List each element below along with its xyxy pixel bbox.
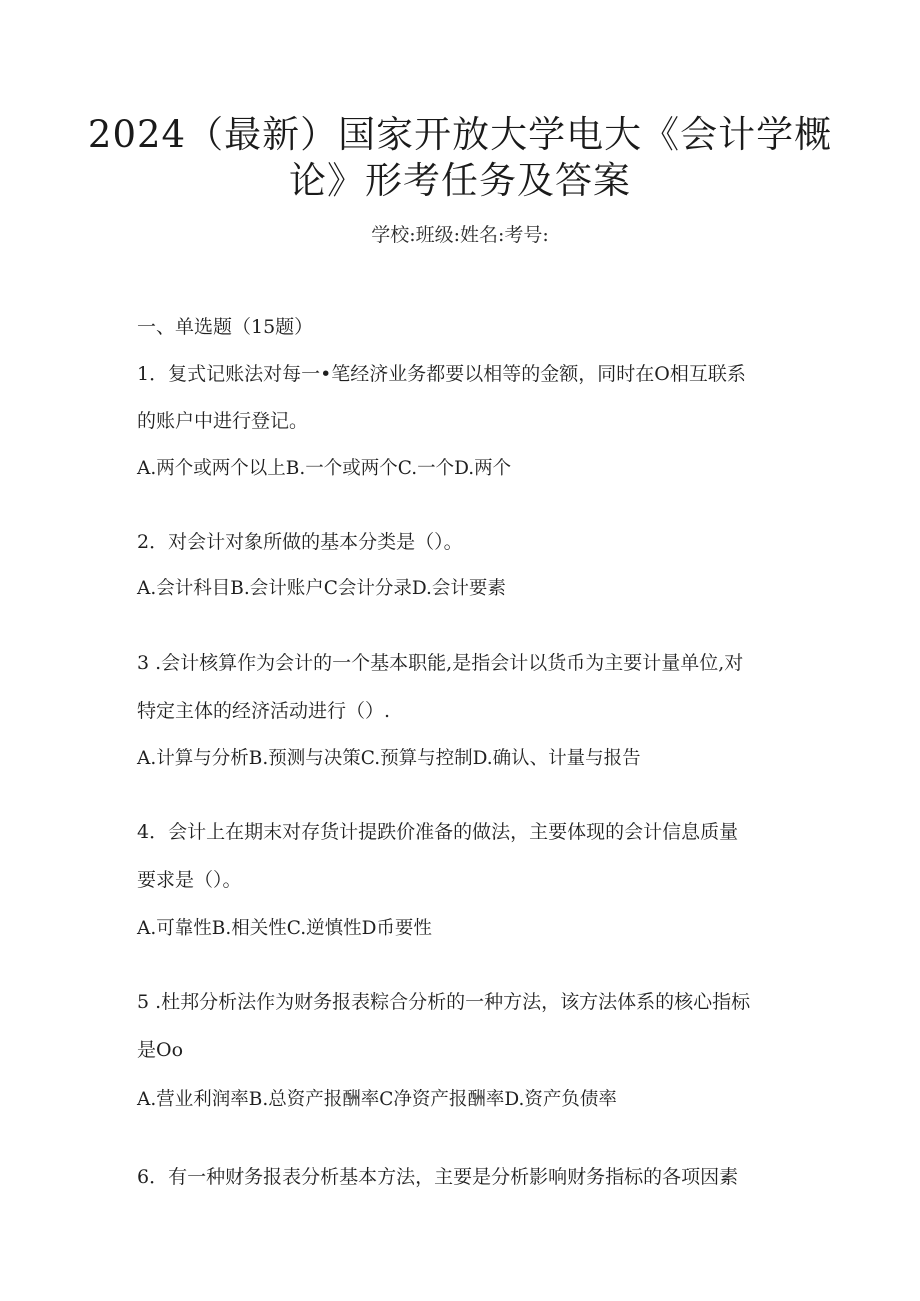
question-1-line-1: 1．复式记账法对每一•笔经济业务都要以相等的金额，同时在O相互联系 (137, 363, 746, 385)
question-5-line-2: 是Oo (137, 1039, 184, 1061)
question-4-line-2: 要求是（）。 (137, 869, 242, 891)
question-5-line-1: 5 .杜邦分析法作为财务报表粽合分析的一种方法，该方法体系的核心指标 (137, 991, 751, 1013)
question-2-options: A.会计科目B.会计账户C会计分录D.会计要素 (137, 578, 506, 599)
question-1-line-2: 的账户中进行登记。 (137, 410, 309, 432)
question-4-line-1: 4．会计上在期末对存货计提跌价准备的做法，主要体现的会计信息质量 (137, 821, 739, 843)
question-4-options: A.可靠性B.相关性C.逆慎性D币要性 (137, 918, 432, 939)
document-title-line-2: 论》形考任务及答案 (289, 159, 631, 202)
question-2-line-1: 2．对会计对象所做的基本分类是（）。 (137, 531, 463, 553)
question-3-line-1: 3 .会计核算作为会计的一个基本职能,是指会计以货币为主要计量单位,对 (137, 652, 744, 674)
question-1-options: A.两个或两个以上B.一个或两个C.一个D.两个 (137, 458, 512, 479)
question-6-line-1: 6．有一种财务报表分析基本方法，主要是分析影响财务指标的各项因素 (137, 1166, 739, 1188)
student-info-line: 学校:班级:姓名:考号: (371, 224, 549, 246)
document-title-line-1: 2024（最新）国家开放大学电大《会计学概 (87, 113, 833, 156)
question-5-options: A.营业利润率B.总资产报酬率C净资产报酬率D.资产负债率 (137, 1089, 617, 1110)
question-3-line-2: 特定主体的经济活动进行（）. (137, 700, 391, 722)
question-3-options: A.计算与分析B.预测与决策C.预算与控制D.确认、计量与报告 (137, 748, 641, 769)
section-heading: 一、单选题（15题） (137, 316, 314, 338)
